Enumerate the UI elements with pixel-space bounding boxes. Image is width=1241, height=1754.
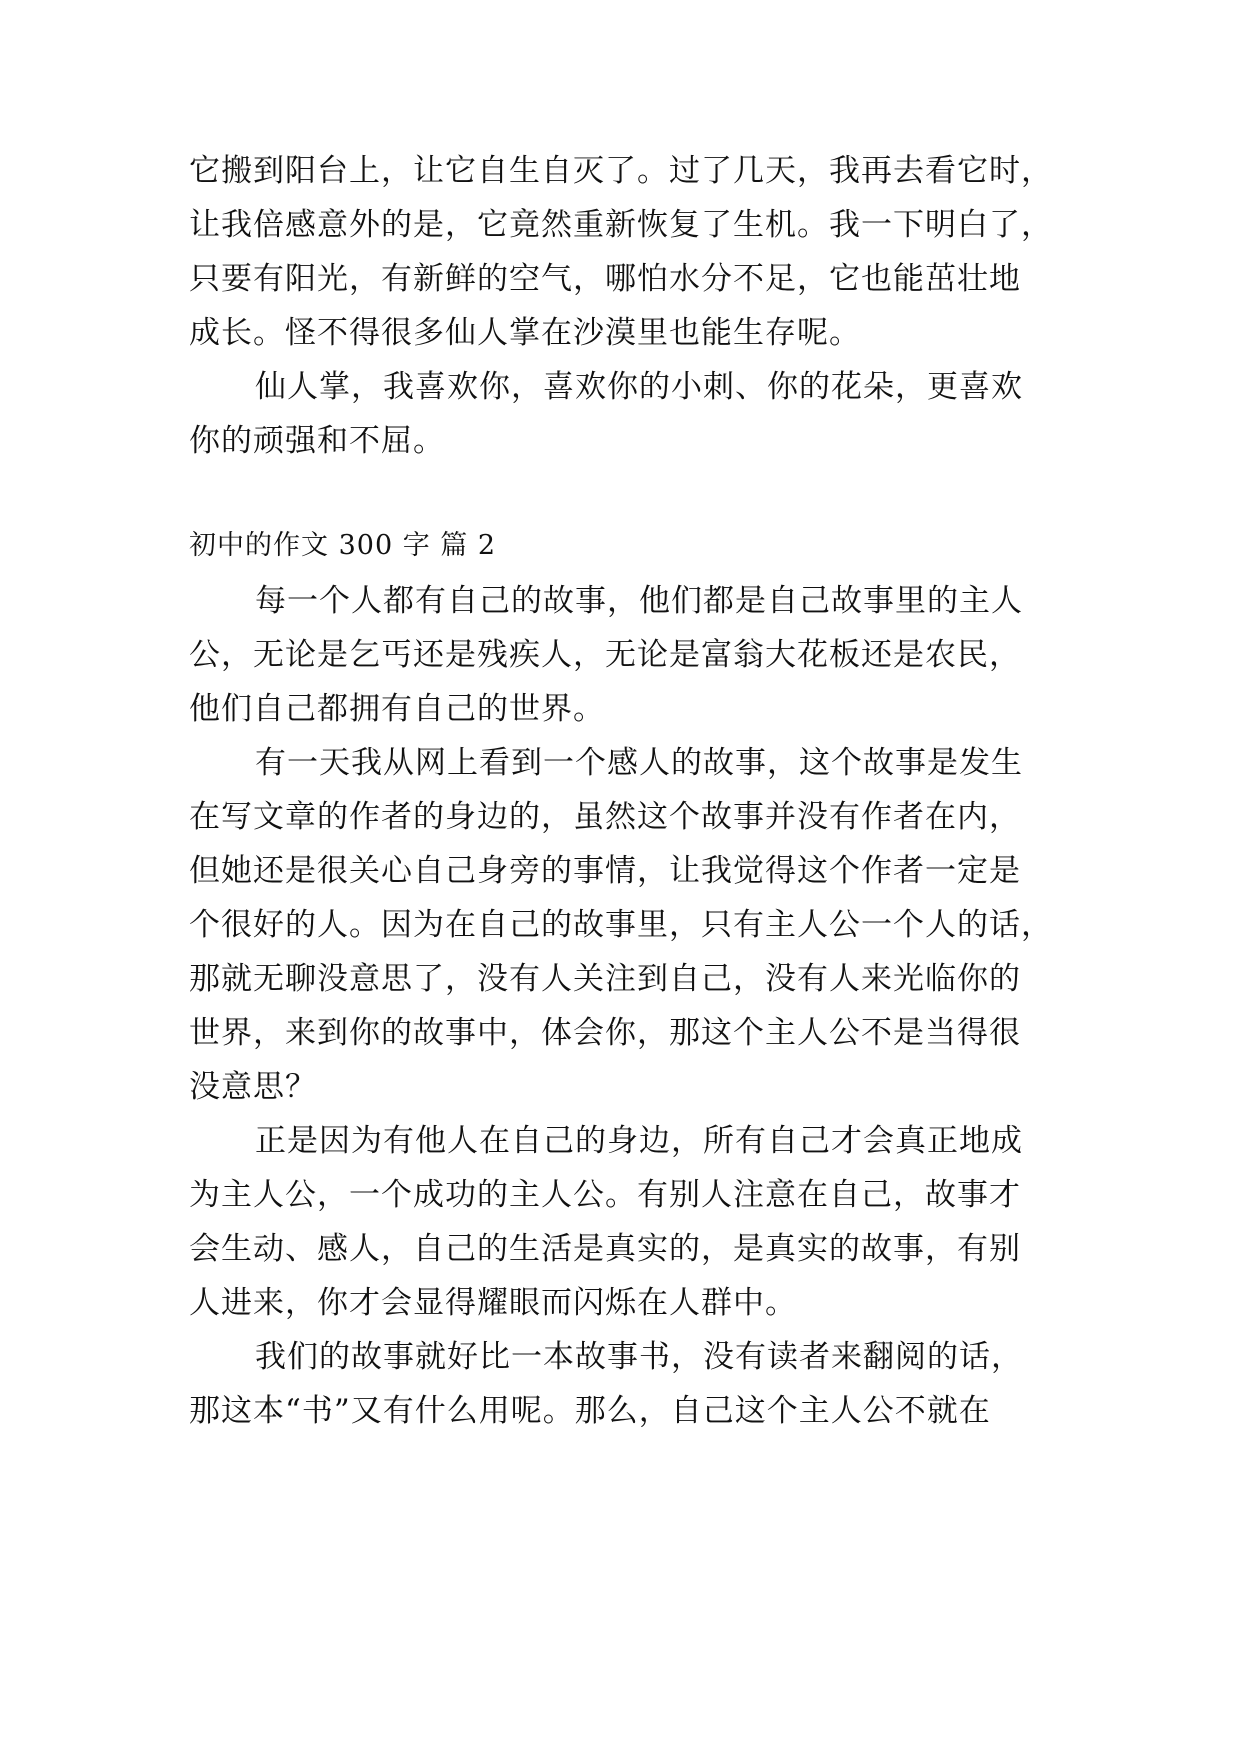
- text-line: 每一个人都有自己的故事，他们都是自己故事里的主人: [255, 583, 1023, 619]
- text-line: 世界，来到你的故事中，体会你，那这个主人公不是当得很: [189, 1015, 1021, 1051]
- text-line: 成长。怪不得很多仙人掌在沙漠里也能生存呢。: [189, 315, 861, 351]
- text-line: 但她还是很关心自己身旁的事情，让我觉得这个作者一定是: [189, 853, 1021, 889]
- text-line: 你的顽强和不屈。: [189, 423, 445, 459]
- text-line: 有一天我从网上看到一个感人的故事，这个故事是发生: [255, 745, 1023, 781]
- text-line: 仙人掌，我喜欢你，喜欢你的小刺、你的花朵，更喜欢: [255, 369, 1023, 405]
- text-line: 人进来，你才会显得耀眼而闪烁在人群中。: [189, 1285, 797, 1321]
- text-line: 只要有阳光，有新鲜的空气，哪怕水分不足，它也能茁壮地: [189, 261, 1021, 297]
- text-line: 我们的故事就好比一本故事书，没有读者来翻阅的话，: [255, 1339, 1023, 1375]
- text-line: 它搬到阳台上，让它自生自灭了。过了几天，我再去看它时，: [189, 153, 1053, 189]
- text-line: 那就无聊没意思了，没有人关注到自己，没有人来光临你的: [189, 961, 1021, 997]
- text-line: 他们自己都拥有自己的世界。: [189, 691, 605, 727]
- text-line: 个很好的人。因为在自己的故事里，只有主人公一个人的话，: [189, 907, 1053, 943]
- section-heading: 初中的作文 300 字 篇 2: [189, 530, 497, 561]
- text-line: 正是因为有他人在自己的身边，所有自己才会真正地成: [255, 1123, 1023, 1159]
- text-line: 公，无论是乞丐还是残疾人，无论是富翁大花板还是农民，: [189, 637, 1021, 673]
- text-line: 那这本“书”又有什么用呢。那么，自己这个主人公不就在: [189, 1393, 991, 1429]
- text-line: 会生动、感人，自己的生活是真实的，是真实的故事，有别: [189, 1231, 1021, 1267]
- text-line: 为主人公，一个成功的主人公。有别人注意在自己，故事才: [189, 1177, 1021, 1213]
- text-line: 让我倍感意外的是，它竟然重新恢复了生机。我一下明白了，: [189, 207, 1053, 243]
- text-line: 没意思？: [189, 1069, 317, 1105]
- text-line: 在写文章的作者的身边的，虽然这个故事并没有作者在内，: [189, 799, 1021, 835]
